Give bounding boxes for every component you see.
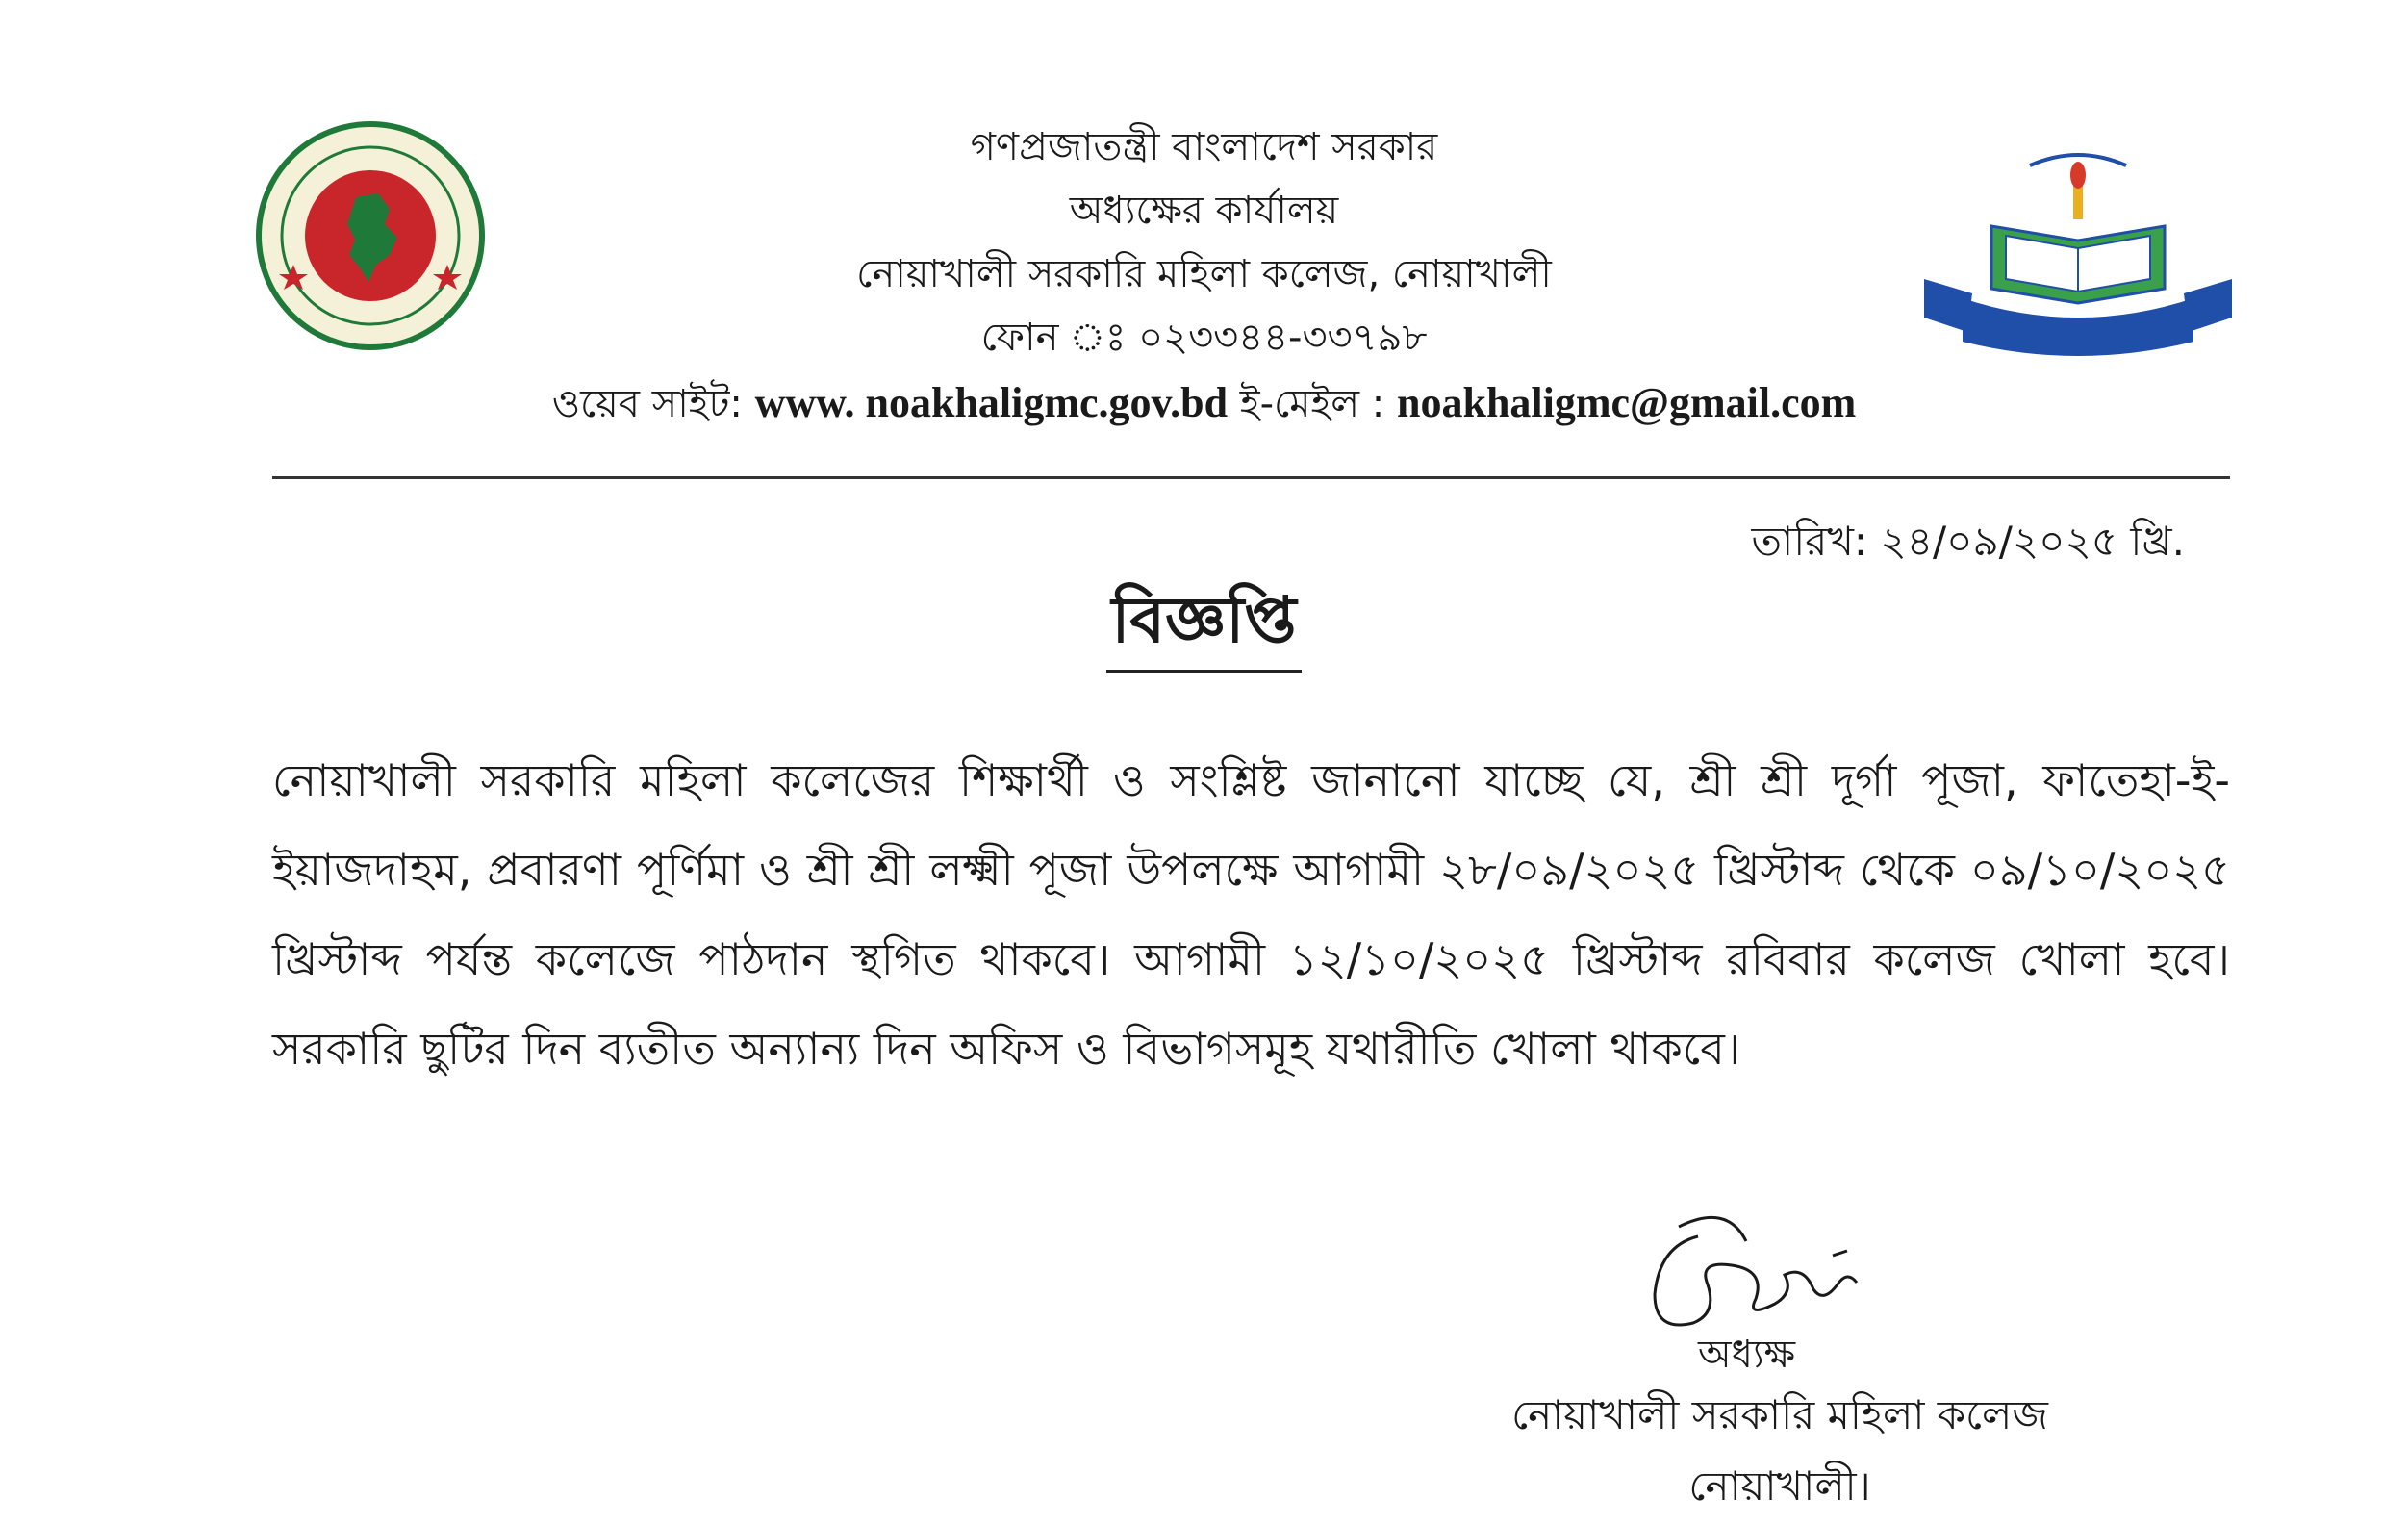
notice-body: নোয়াখালী সরকারি মহিলা কলেজের শিক্ষার্থী ও সংশ্লিষ্ট জানানো যাচ্ছে যে, শ্রী শ্রী দূর্গা পূজা, ফাতেহা-ই-ইয়াজদাহম, প্রবারণা পূর্ণিমা ও শ্রী শ্রী লক্ষ্মী পূজা উপলক্ষে আগামী ২৮/০৯/২০২৫ খ্রিস্টাব্দ থেকে ০৯/১০/২০২৫ খ্রিস্টাব্দ পর্যন্ত কলেজে পাঠদান স্থগিত থাকবে। আগামী ১২/১০/২০২৫ খ্রিস্টাব্দ রবিবার কলেজ খোলা হবে। সরকারি ছুটির দিন ব্যতীত অন্যান্য দিন অফিস ও বিভাগসমূহ যথারীতি খোলা থাকবে। [272, 754, 2230, 1075]
notice-title: বিজ্ঞপ্তি [1106, 577, 1303, 673]
government-name: গণপ্রজাতন্ত্রী বাংলাদেশ সরকার [970, 125, 1438, 169]
office-name: অধ্যক্ষের কার্যালয় [1069, 189, 1339, 233]
website-label: ওয়েব সাইট: [551, 382, 743, 426]
header-divider [272, 476, 2230, 479]
website-link[interactable]: www. noakhaligmc.gov.bd [754, 379, 1229, 426]
signatory-institution: নোয়াখালী সরকারি মহিলা কলেজ [1511, 1391, 2048, 1438]
email-label: ই-মেইল : [1239, 382, 1385, 426]
letterhead [0, 115, 2408, 436]
signatory-designation: অধ্যক্ষ [1698, 1333, 1796, 1377]
signatory-block [1443, 1328, 2117, 1520]
notice-title-wrapper [0, 577, 2408, 673]
phone-number: ফোন ঃ ০২৩৩৪৪-৩৩৭৯৮ [980, 316, 1428, 360]
contact-line [0, 371, 2408, 436]
signatory-place: নোয়াখালী। [1688, 1462, 1871, 1510]
email-link[interactable]: noakhaligmc@gmail.com [1397, 379, 1857, 426]
institution-name: নোয়াখালী সরকারি মহিলা কলেজ, নোয়াখালী [856, 252, 1552, 296]
notice-date: তারিখ: ২৪/০৯/২০২৫ খ্রি. [1751, 518, 2185, 565]
